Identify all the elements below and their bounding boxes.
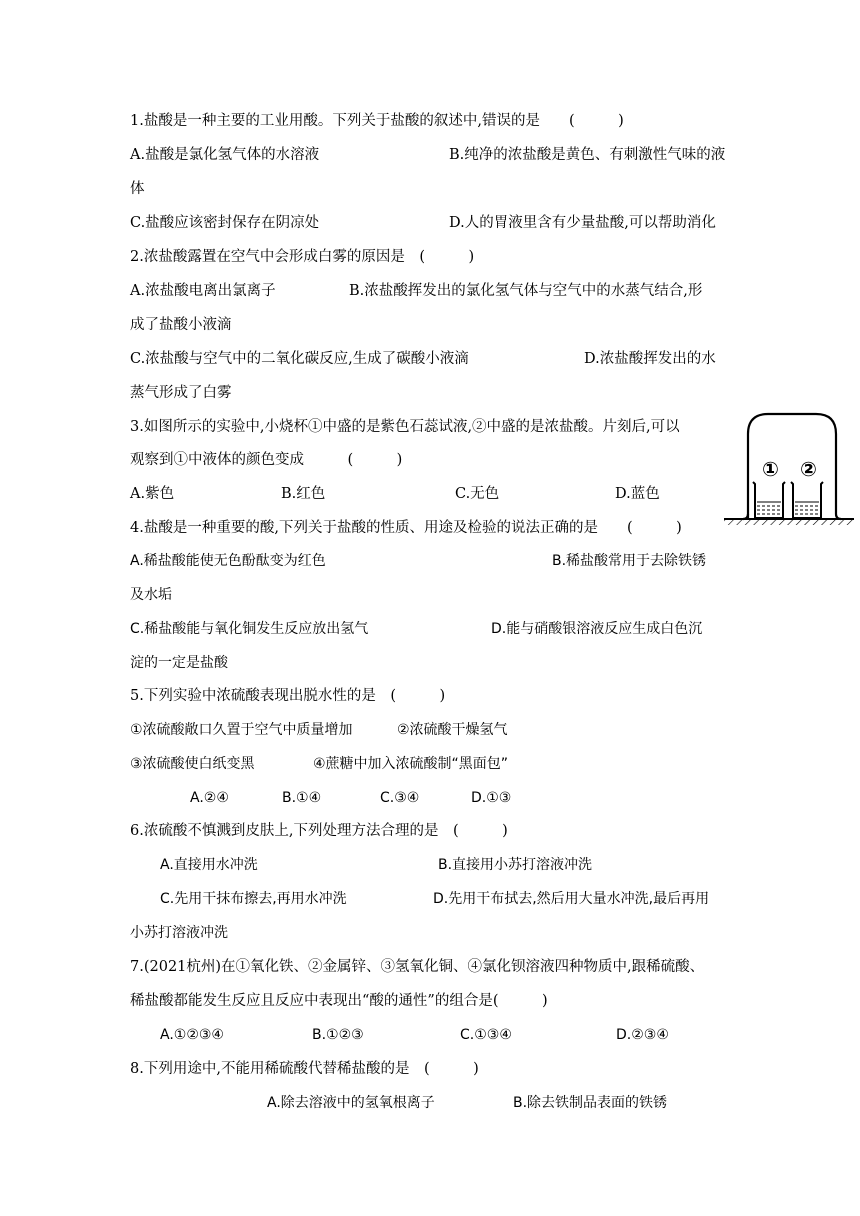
beaker-2-label: ②	[800, 457, 817, 481]
q2-option-d: D.浓盐酸挥发出的水	[584, 351, 716, 367]
q4-option-b: B.稀盐酸常用于去除铁锈	[552, 553, 707, 569]
q6-stem: 6.浓硫酸不慎溅到皮肤上,下列处理方法合理的是 ( )	[130, 823, 508, 839]
q2-option-a: A.浓盐酸电离出氯离子	[130, 283, 276, 299]
q2-stem: 2.浓盐酸露置在空气中会形成白雾的原因是 ( )	[130, 249, 475, 265]
q4-option-d: D.能与硝酸银溶液反应生成白色沉	[491, 621, 703, 637]
q5-option-a: A.②④	[190, 790, 229, 806]
q3-option-b: B.红色	[281, 486, 326, 502]
beaker-1-label: ①	[762, 457, 779, 481]
q8-option-a: A.除去溶液中的氢氧根离子	[267, 1095, 435, 1111]
q7-option-d: D.②③④	[616, 1027, 669, 1043]
q4-option-a: A.稀盐酸能使无色酚酞变为红色	[130, 553, 326, 569]
q5-item-2: ②浓硫酸干燥氢气	[397, 722, 508, 738]
beaker-2	[791, 482, 823, 518]
q5-item-3: ③浓硫酸使白纸变黑	[130, 756, 255, 772]
q1-option-b: B.纯净的浓盐酸是黄色、有刺激性气味的液	[449, 147, 726, 163]
q6-option-d-cont: 小苏打溶液冲洗	[130, 925, 228, 941]
q5-item-1: ①浓硫酸敞口久置于空气中质量增加	[130, 722, 353, 738]
q6-option-c: C.先用干抹布擦去,再用水冲洗	[160, 891, 347, 907]
q3-option-c: C.无色	[455, 486, 500, 502]
q3-option-a: A.紫色	[130, 486, 175, 502]
q4-stem: 4.盐酸是一种重要的酸,下列关于盐酸的性质、用途及检验的说法正确的是 ( )	[130, 520, 682, 536]
q2-option-b-cont: 成了盐酸小液滴	[130, 317, 232, 333]
q7-option-a: A.①②③④	[160, 1027, 224, 1043]
q4-option-b-cont: 及水垢	[130, 587, 172, 603]
q7-option-b: B.①②③	[312, 1027, 364, 1043]
q8-stem: 8.下列用途中,不能用稀硫酸代替稀盐酸的是 ( )	[130, 1061, 479, 1077]
q3-option-d: D.蓝色	[615, 486, 660, 502]
q1-option-b-cont: 体	[130, 181, 145, 197]
beaker-1	[753, 482, 785, 518]
q5-option-b: B.①④	[282, 790, 322, 806]
q1-option-c: C.盐酸应该密封保存在阴凉处	[130, 215, 320, 231]
q5-option-c: C.③④	[380, 790, 420, 806]
q1-option-a: A.盐酸是氯化氢气体的水溶液	[130, 147, 320, 163]
q6-option-d: D.先用干布拭去,然后用大量水冲洗,最后再用	[433, 891, 710, 907]
q2-option-b: B.浓盐酸挥发出的氯化氢气体与空气中的水蒸气结合,形	[349, 283, 703, 299]
q4-option-d-cont: 淀的一定是盐酸	[130, 655, 228, 671]
q3-stem: 3.如图所示的实验中,小烧杯①中盛的是紫色石蕊试液,②中盛的是浓盐酸。片刻后,可以	[130, 419, 680, 435]
q2-option-d-cont: 蒸气形成了白雾	[130, 385, 232, 401]
q3-stem-cont: 观察到①中液体的颜色变成 ( )	[130, 452, 403, 468]
q7-option-c: C.①③④	[460, 1027, 512, 1043]
q5-item-4: ④蔗糖中加入浓硫酸制“黑面包”	[313, 756, 509, 772]
q6-option-b: B.直接用小苏打溶液冲洗	[438, 857, 593, 873]
q1-option-d: D.人的胃液里含有少量盐酸,可以帮助消化	[449, 215, 716, 231]
q8-option-b: B.除去铁制品表面的铁锈	[513, 1095, 668, 1111]
q2-option-c: C.浓盐酸与空气中的二氧化碳反应,生成了碳酸小液滴	[130, 351, 469, 367]
q7-stem-cont: 稀盐酸都能发生反应且反应中表现出“酸的通性”的组合是( )	[130, 993, 548, 1009]
q4-option-c: C.稀盐酸能与氧化铜发生反应放出氢气	[130, 621, 369, 637]
q1-stem: 1.盐酸是一种主要的工业用酸。下列关于盐酸的叙述中,错误的是 ( )	[130, 113, 624, 129]
q6-option-a: A.直接用水冲洗	[160, 857, 258, 873]
q5-stem: 5.下列实验中浓硫酸表现出脱水性的是 ( )	[130, 688, 446, 704]
q5-option-d: D.①③	[471, 790, 512, 806]
q7-stem: 7.(2021杭州)在①氧化铁、②金属锌、③氢氧化铜、④氯化钡溶液四种物质中,跟稀硫酸、	[130, 959, 705, 975]
bell-jar-figure	[724, 410, 854, 532]
